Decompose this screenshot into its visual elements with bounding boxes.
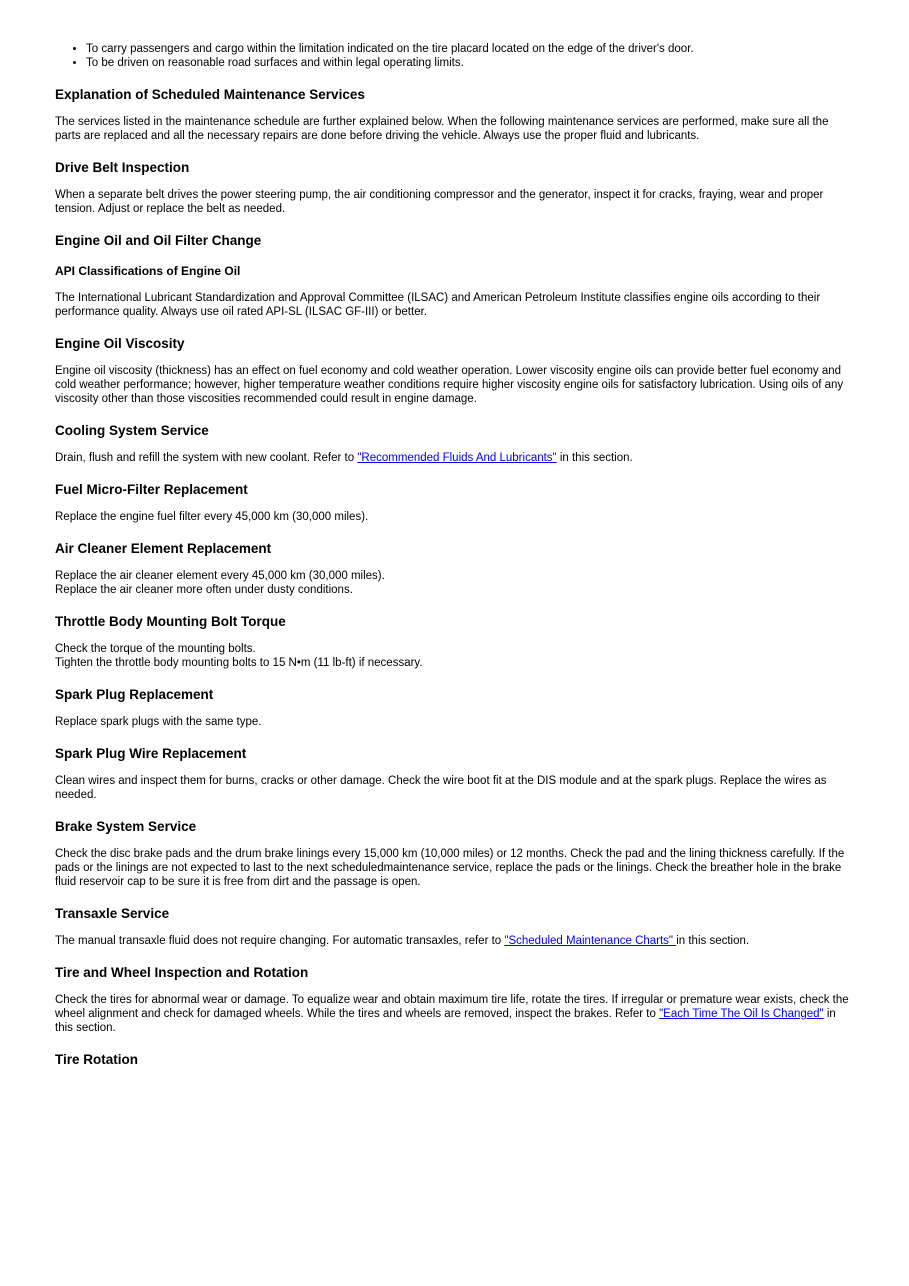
text-before-link: Check the tires for abnormal wear or damage. To equalize wear and obtain maximum tire life, rotate the tires. If irregular or premature wear exists, check the wheel alignment and check for damaged wheels. While the tires and wheels are removed, inspect the brakes. Refer to [55, 994, 849, 1020]
link-scheduled-maintenance-charts[interactable]: "Scheduled Maintenance Charts" [504, 935, 677, 947]
heading-explanation-of-scheduled-maintenance-services: Explanation of Scheduled Maintenance Services [55, 87, 365, 102]
subheading-api-classifications-of-engine-oil: API Classifications of Engine Oil [55, 264, 241, 278]
text-before-link: Drain, flush and refill the system with new coolant. Refer to [55, 452, 358, 464]
heading-engine-oil-viscosity: Engine Oil Viscosity [55, 336, 185, 351]
text-line: Replace the air cleaner more often under dusty conditions. [55, 584, 353, 596]
paragraph-api-classifications: The International Lubricant Standardization and Approval Committee (ILSAC) and American Petroleum Institute classifies engine oils according to their performance quality. Always use oil rated API-SL (ILSAC GF-III) or better. [55, 292, 821, 318]
heading-cooling-system-service: Cooling System Service [55, 423, 209, 438]
bullet-item: • To carry passengers and cargo within the limitation indicated on the tire placard located on the edge of the driver's door. [86, 42, 851, 56]
bullet-list [55, 42, 851, 70]
paragraph-fuel-micro-filter: Replace the engine fuel filter every 45,000 km (30,000 miles). [55, 511, 369, 523]
heading-tire-rotation: Tire Rotation [55, 1052, 139, 1067]
heading-throttle-body-mounting-bolt-torque: Throttle Body Mounting Bolt Torque [55, 614, 286, 629]
text-before-link: The manual transaxle fluid does not require changing. For automatic transaxles, refer to [55, 935, 505, 947]
bullet-item: • To be driven on reasonable road surfaces and within legal operating limits. [86, 56, 851, 70]
link-recommended-fluids-and-lubricants[interactable]: "Recommended Fluids And Lubricants" [357, 452, 557, 464]
text-line: Check the torque of the mounting bolts. [55, 643, 256, 655]
heading-air-cleaner-element-replacement: Air Cleaner Element Replacement [55, 541, 272, 556]
text-after-link: in this section. [55, 1008, 836, 1034]
heading-transaxle-service: Transaxle Service [55, 906, 170, 921]
paragraph-transaxle [55, 934, 851, 948]
paragraph-brake-system: Check the disc brake pads and the drum brake linings every 15,000 km (10,000 miles) or 12 months. Check the pad and the lining thickness carefully. If the pads or the linings are not expected to last to the next scheduledmaintenance service, replace the pads or the linings. Check the breather hole in the brake fluid reservoir cap to be sure it is free from dirt and the passage is open. [55, 848, 845, 888]
paragraph-cooling-system [55, 451, 851, 465]
paragraph-engine-oil-viscosity: Engine oil viscosity (thickness) has an effect on fuel economy and cold weather operation. Lower viscosity engine oils can provide better fuel economy and cold weather performance; however, higher temperature weather conditions require higher viscosity engine oils for satisfactory lubrication. Using oils of any viscosity other than those viscosities recommended could result in engine damage. [55, 365, 844, 405]
paragraph-throttle-body [55, 642, 851, 670]
paragraph-spark-plug-wire: Clean wires and inspect them for burns, cracks or other damage. Check the wire boot fit at the DIS module and at the spark plugs. Replace the wires as needed. [55, 775, 827, 801]
heading-fuel-micro-filter-replacement: Fuel Micro-Filter Replacement [55, 482, 248, 497]
paragraph-tire-and-wheel [55, 993, 851, 1035]
text-after-link: in this section. [556, 452, 633, 464]
paragraph-explanation: The services listed in the maintenance schedule are further explained below. When the following maintenance services are performed, make sure all the parts are replaced and all the necessary repairs are done before driving the vehicle. Always use the proper fluid and lubricants. [55, 116, 829, 142]
heading-tire-and-wheel-inspection-and-rotation: Tire and Wheel Inspection and Rotation [55, 965, 309, 980]
heading-engine-oil-and-oil-filter-change: Engine Oil and Oil Filter Change [55, 233, 262, 248]
paragraph-drive-belt: When a separate belt drives the power steering pump, the air conditioning compressor and the generator, inspect it for cracks, fraying, wear and proper tension. Adjust or replace the belt as needed. [55, 189, 824, 215]
heading-brake-system-service: Brake System Service [55, 819, 197, 834]
text-after-link: in this section. [676, 935, 750, 947]
heading-spark-plug-wire-replacement: Spark Plug Wire Replacement [55, 746, 247, 761]
text-line: Replace the air cleaner element every 45,000 km (30,000 miles). [55, 570, 385, 582]
link-each-time-the-oil-is-changed[interactable]: "Each Time The Oil Is Changed" [659, 1008, 824, 1020]
heading-drive-belt-inspection: Drive Belt Inspection [55, 160, 190, 175]
paragraph-air-cleaner [55, 569, 851, 597]
heading-spark-plug-replacement: Spark Plug Replacement [55, 687, 214, 702]
text-line: Tighten the throttle body mounting bolts to 15 N•m (11 lb-ft) if necessary. [55, 657, 423, 669]
paragraph-spark-plug: Replace spark plugs with the same type. [55, 716, 262, 728]
